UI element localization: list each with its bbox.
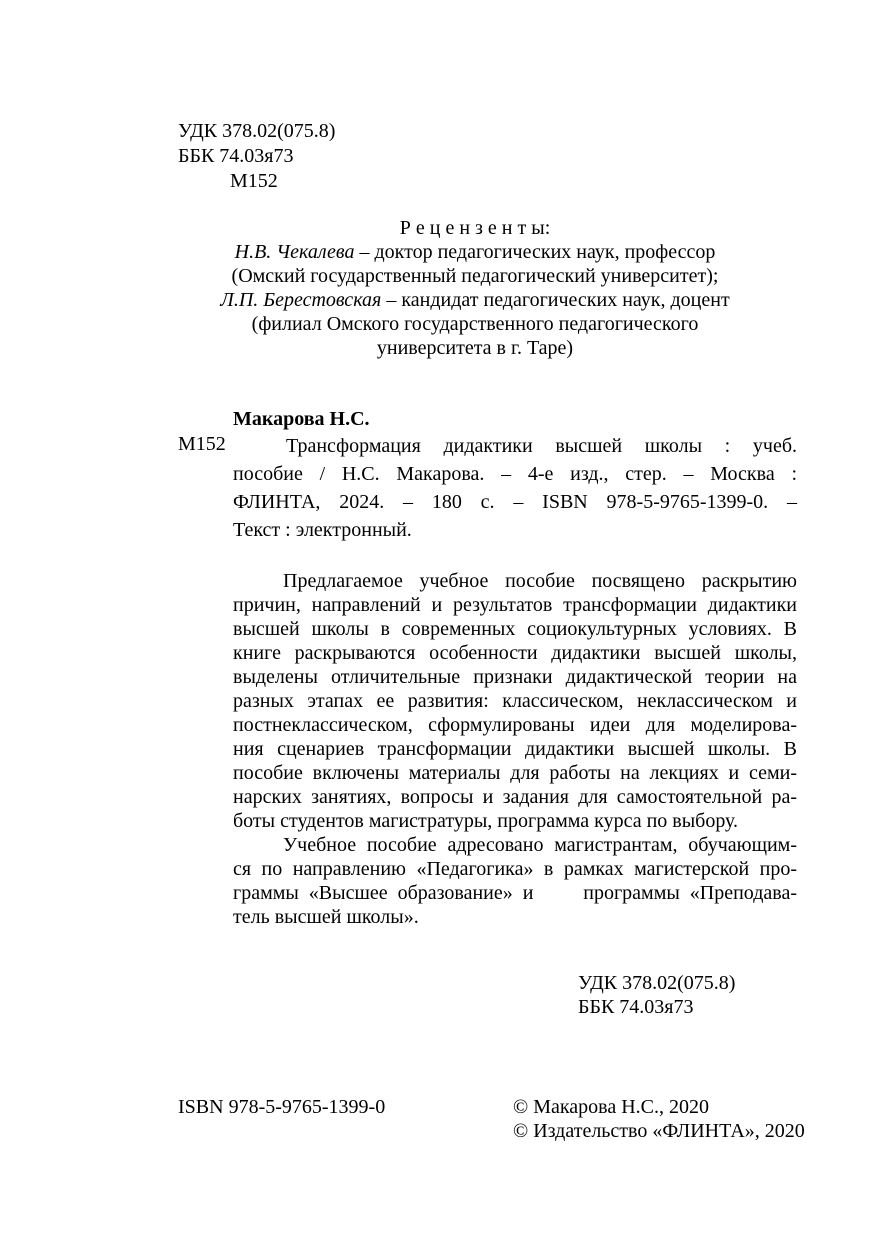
udk-code: УДК 378.02(075.8) — [178, 120, 336, 142]
annotation-line: нарских занятиях, вопросы и задания для самостоятельной ра- — [233, 786, 797, 808]
isbn: ISBN 978-5-9765-1399-0 — [178, 1096, 386, 1118]
annotation-line: выделены отличительные признаки дидактической теории на — [233, 666, 797, 688]
bib-code: М152 — [178, 433, 226, 455]
annotation-line: Предлагаемое учебное пособие посвящено раскрытию — [283, 570, 797, 592]
reviewer-2-name: Л.П. Берестовская — [220, 289, 382, 311]
annotation-line: разных этапах ее развития: классическом, неклассическом и — [233, 690, 797, 712]
reviewer-1-title: – доктор педагогических наук, профессор — [354, 241, 716, 263]
annotation-line: Учебное пособие адресовано магистрантам, обучающим- — [283, 834, 797, 856]
reviewer-1 — [190, 240, 760, 264]
reviewer-1-org: (Омский государственный педагогический университет); — [231, 265, 719, 287]
annotation-line: тель высшей школы». — [233, 906, 419, 928]
reviewer-2-title: – кандидат педагогических наук, доцент — [381, 289, 730, 311]
bbk-code: ББК 74.03я73 — [178, 145, 294, 167]
annotation-line: боты студентов магистратуры, программа курса по выбору. — [233, 810, 739, 832]
bib-line-2: пособие / Н.С. Макарова. – 4-е изд., стер. – Москва : — [233, 463, 797, 485]
reviewers-heading: Р е ц е н з е н т ы: — [399, 217, 551, 239]
reviewer-1-name: Н.В. Чекалева — [234, 241, 355, 263]
annotation-line: ния сценариев трансформации дидактики высшей школы. В — [233, 738, 797, 760]
reviewer-2-org-line-1: (филиал Омского государственного педагогического — [251, 313, 699, 335]
footer-bbk-code: ББК 74.03я73 — [578, 996, 694, 1018]
copyright-publisher: © Издательство «ФЛИНТА», 2020 — [513, 1120, 805, 1142]
annotation-line: постнеклассическом, сформулированы идеи для моделирова- — [233, 714, 797, 736]
annotation-line: высшей школы в современных социокультурных условиях. В — [233, 618, 797, 640]
annotation-line: граммы «Высшее образование» и программы «Преподава- — [233, 882, 797, 904]
bib-line-3: ФЛИНТА, 2024. – 180 с. – ISBN 978-5-9765-1399-0. – — [233, 491, 797, 513]
annotation-line: ся по направлению «Педагогика» в рамках магистерской про- — [233, 858, 797, 880]
bib-line-1: Трансформация дидактики высшей школы : учеб. — [286, 435, 797, 457]
author-mark: М152 — [230, 170, 278, 192]
footer-udk-code: УДК 378.02(075.8) — [578, 972, 736, 994]
annotation-line: пособие включены материалы для работы на лекциях и семи- — [233, 762, 797, 784]
copyright-author: © Макарова Н.С., 2020 — [513, 1096, 709, 1118]
annotation-line: книге раскрываются особенности дидактики высшей школы, — [233, 642, 797, 664]
bib-author-name: Макарова Н.С. — [233, 408, 370, 430]
annotation-line: причин, направлений и результатов трансформации дидактики — [233, 594, 797, 616]
bib-author — [233, 407, 370, 431]
bib-line-4: Текст : электронный. — [233, 519, 412, 541]
reviewer-2-org-line-2: университета в г. Таре) — [376, 337, 574, 359]
reviewer-2 — [190, 288, 760, 312]
